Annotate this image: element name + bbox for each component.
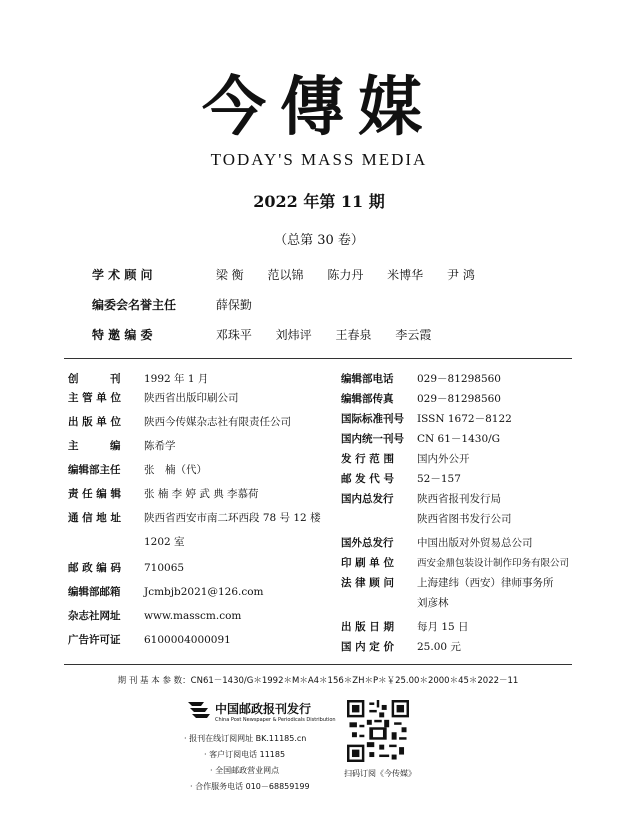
info-value: 刘彦林	[417, 597, 449, 609]
info-value: 每月 15 日	[417, 621, 469, 633]
info-label: 国际标准刊号	[341, 413, 404, 425]
info-value: 710065	[144, 562, 185, 574]
info-row	[68, 391, 321, 415]
info-value: 陈希学	[144, 440, 176, 452]
info-label: 发 行 范 围	[341, 453, 394, 465]
advisor-name: 尹 鸿	[447, 268, 475, 282]
advisor-label: 学 术 顾 问	[92, 268, 153, 282]
divider	[64, 358, 572, 359]
info-label: 邮 政 编 码	[68, 562, 121, 574]
info-row	[68, 585, 321, 609]
china-post-english: China Post Newspaper & Periodicals Distribution	[215, 717, 336, 723]
info-value: 中国出版对外贸易总公司	[417, 537, 533, 549]
info-row	[341, 536, 569, 556]
advisor-name: 王春泉	[335, 328, 372, 342]
info-row	[341, 512, 569, 536]
info-label: 编辑部电话	[341, 373, 394, 385]
info-row	[341, 620, 569, 640]
advisor-row	[92, 266, 495, 286]
post-contact-line: · 合作服务电话 010－68859199	[190, 782, 310, 791]
advisor-name: 李云霞	[395, 328, 432, 342]
divider	[64, 664, 572, 665]
info-row	[341, 576, 569, 596]
info-label: 通 信 地 址	[68, 512, 121, 524]
info-row	[341, 452, 569, 472]
info-value: 52－157	[417, 473, 461, 485]
advisor-row	[92, 296, 272, 316]
info-label: 编辑部邮箱	[68, 586, 121, 598]
info-label: 印 刷 单 位	[341, 557, 394, 569]
info-row	[341, 472, 569, 492]
info-row	[341, 432, 569, 452]
info-value: 1202 室	[144, 536, 185, 548]
post-contact-line: · 报刊在线订阅网址 BK.11185.cn	[184, 734, 307, 743]
info-value: 陕西省图书发行公司	[417, 513, 512, 525]
info-value: 上海建纬（西安）律师事务所	[417, 577, 554, 589]
masthead-subtitle: TODAY'S MASS MEDIA	[210, 150, 428, 169]
issue-number: 2022 年第 11 期	[253, 192, 385, 211]
info-row	[341, 412, 569, 432]
info-label: 邮 发 代 号	[341, 473, 394, 485]
info-row	[341, 492, 569, 512]
advisor-name: 范以锦	[267, 268, 304, 282]
info-label: 广告许可证	[68, 634, 121, 646]
info-row	[68, 487, 321, 511]
info-row	[341, 640, 569, 660]
qr-caption: 扫码订阅《今传媒》	[344, 769, 416, 778]
info-row	[341, 392, 569, 412]
advisor-name: 刘炜评	[275, 328, 312, 342]
china-post-block	[215, 700, 336, 723]
info-row	[68, 463, 321, 487]
info-value: 25.00 元	[417, 641, 461, 653]
info-value: 029－81298560	[417, 373, 501, 385]
info-row	[341, 556, 569, 576]
masthead-logo: 今傳媒	[202, 70, 436, 145]
info-value: 张 楠 李 婷 武 典 李慕荷	[144, 488, 259, 500]
info-label: 国内统一刊号	[341, 433, 404, 445]
info-label: 主 管 单 位	[68, 392, 121, 404]
info-label: 编辑部传真	[341, 393, 394, 405]
info-row	[68, 439, 321, 463]
info-value: 陕西省西安市南二环西段 78 号 12 楼	[144, 512, 321, 524]
info-label: 杂志社网址	[68, 610, 121, 622]
info-value: 029－81298560	[417, 393, 501, 405]
info-row	[68, 561, 321, 585]
info-value: 陕西省出版印刷公司	[144, 392, 239, 404]
info-row	[341, 596, 569, 620]
info-label: 出 版 单 位	[68, 416, 121, 428]
info-value: Jcmbjb2021@126.com	[144, 586, 264, 598]
info-row	[68, 415, 321, 439]
info-label: 国 内 定 价	[341, 641, 394, 653]
advisor-name: 薛保勤	[215, 298, 252, 312]
info-row	[68, 372, 321, 391]
info-value: 西安金鼎包装设计制作印务有限公司	[417, 558, 570, 569]
advisor-row	[92, 326, 451, 346]
advisor-name: 陈力丹	[327, 268, 364, 282]
info-value: 陕西今传媒杂志社有限责任公司	[144, 416, 291, 428]
total-volume: （总第 30 卷）	[274, 233, 364, 248]
info-row	[68, 535, 321, 561]
info-right-column	[341, 372, 569, 660]
china-post-logo-icon	[186, 698, 212, 720]
info-label: 主 编	[68, 440, 121, 452]
post-contact-line: · 全国邮政营业网点	[210, 766, 280, 775]
advisor-label: 特 邀 编 委	[92, 328, 153, 342]
advisor-name: 米博华	[387, 268, 424, 282]
info-value: 1992 年 1 月	[144, 373, 209, 385]
info-value: 陕西省报刊发行局	[417, 493, 501, 505]
info-label: 法 律 顾 问	[341, 577, 394, 589]
info-label: 出 版 日 期	[341, 621, 394, 633]
info-left-column	[68, 372, 321, 657]
info-label: 国外总发行	[341, 537, 394, 549]
post-contact-line: · 客户订阅电话 11185	[204, 750, 286, 759]
periodical-params: 期 刊 基 本 参 数：CN61－1430/G＊1992＊M＊A4＊156＊ZH＊P＊￥25.00＊2000＊45＊2022－11	[117, 676, 519, 686]
info-value: 国内外公开	[417, 453, 470, 465]
info-label: 责 任 编 辑	[68, 488, 121, 500]
info-row	[68, 511, 321, 535]
info-label: 创 刊	[68, 373, 121, 385]
info-row	[68, 633, 321, 657]
info-value: 6100004000091	[144, 634, 231, 646]
info-label: 国内总发行	[341, 493, 394, 505]
advisor-name: 梁 衡	[215, 268, 244, 282]
info-label: 编辑部主任	[68, 464, 121, 476]
info-value: 张 楠（代）	[144, 464, 207, 476]
info-value: CN 61－1430/G	[417, 433, 501, 445]
qr-code	[347, 700, 409, 762]
advisor-name: 邓珠平	[215, 328, 252, 342]
info-row	[68, 609, 321, 633]
info-row	[341, 372, 569, 392]
china-post-title: 中国邮政报刊发行	[215, 702, 312, 716]
advisor-label: 编委会名誉主任	[92, 298, 177, 312]
info-value: ISSN 1672－8122	[417, 413, 512, 425]
info-value: www.masscm.com	[144, 610, 242, 622]
